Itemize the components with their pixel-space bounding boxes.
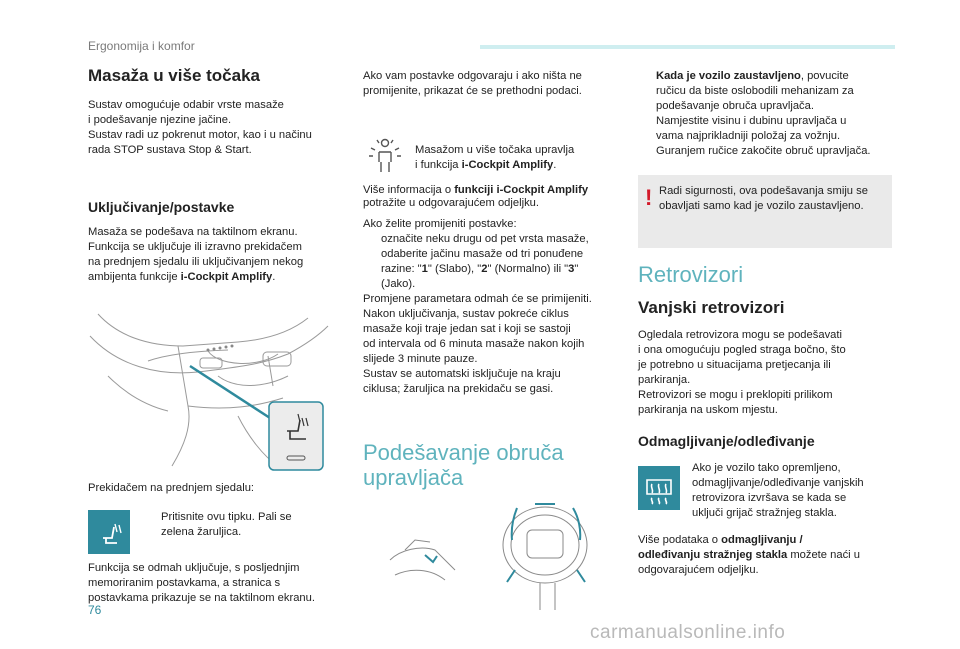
change-settings-text: Ako želite promijeniti postavke: označite neku drugu od pet vrsta masaže, odaberite jačinu masaže od tri ponuđene razine: "1" (Slabo), "2" (Normalno) ili "3" (Jako). Promjene parametara odmah će se primijeniti. Nakon uključivanja, sustav pokreće ciklus masaže koji traje jedan sat i koji se sastoji od intervala od 6 minuta masaže nakon kojih slijede 3 minute pauze. Sustav se automatski isključuje na kraju ciklusa; žaruljica na prekidaču se gasi. xyxy=(363,218,592,395)
defog-more-info: Više podataka o odmagljivanju / odleđivanju stražnjeg stakla možete naći u odgovarajućem odjeljku. xyxy=(638,534,860,576)
seat-switch-illustration xyxy=(88,306,334,474)
watermark: carmanualsonline.info xyxy=(590,622,786,643)
more-info-text: Više informacija o funkciji i-Cockpit Amplify potražite u odgovarajućem odjeljku. xyxy=(363,184,589,209)
section-title-mirrors: Retrovizori xyxy=(638,262,744,287)
switch-bullet: Pritisnite ovu tipku. Pali se zelena žaruljica. xyxy=(161,511,292,538)
safety-warning-text: Radi sigurnosti, ova podešavanja smiju se obavljati samo kad je vozilo zaustavljeno. xyxy=(659,185,868,212)
steering-wheel-illustration xyxy=(385,500,610,612)
defog-text: Ako je vozilo tako opremljeno, odmagljivanje/odleđivanje vanjskih retrovizora izvršava se kada se uključi grijač stražnjeg stakla. xyxy=(692,462,864,519)
rear-defrost-icon xyxy=(638,466,680,510)
switch-outro: Funkcija se odmah uključuje, s posljednjim memoriranim postavkama, a stranica s postavkama prikazuje se na taktilnom ekranu. xyxy=(88,562,315,604)
chapter-title: Ergonomija i komfor xyxy=(88,39,195,53)
callout-text: Masažom u više točaka upravlja i funkcija i-Cockpit Amplify. xyxy=(415,144,575,171)
activation-text: Masaža se podešava na taktilnom ekranu. Funkcija se uključuje ili izravno prekidačem na prednjem sjedalu ili uključivanjem nekog ambijenta funkcije i-Cockpit Amplify. xyxy=(88,226,304,283)
subsection-title-activation: Uključivanje/postavke xyxy=(88,199,235,215)
massage-button-icon xyxy=(88,510,130,554)
steering-steps: Kada je vozilo zaustavljeno, povucite ručicu da biste oslobodili mehanizam za podešavanje obruča upravljača. Namjestite visinu i dubinu upravljača u vama najprikladniji položaj za vožnju. Guranjem ručice zakočite obruč upravljača. xyxy=(656,70,871,157)
massage-intro: Sustav omogućuje odabir vrste masaže i podešavanje njezine jačine. Sustav radi uz pokrenut motor, kao i u načinu rada STOP sustava Stop & Start. xyxy=(88,99,312,156)
section-title-steering: Podešavanje obruča upravljača xyxy=(363,440,564,490)
outer-mirrors-text: Ogledala retrovizora mogu se podešavati i ona omogućuju pogled straga bočno, što je potrebno u situacijama pretjecanja ili parkiranja. Retrovizori se mogu i preklopiti prilikom parkiranja na uskom mjestu. xyxy=(638,329,846,416)
header-bar xyxy=(480,45,895,49)
subsection-title-outer-mirrors: Vanjski retrovizori xyxy=(638,298,785,317)
page-number: 76 xyxy=(88,603,102,617)
subsection-title-defog: Odmagljivanje/odleđivanje xyxy=(638,433,815,449)
switch-caption: Prekidačem na prednjem sjedalu: xyxy=(88,482,255,494)
info-person-icon xyxy=(367,136,403,176)
warning-icon: ! xyxy=(645,185,653,210)
section-title-massage: Masaža u više točaka xyxy=(88,66,260,85)
settings-keep-text: Ako vam postavke odgovaraju i ako ništa ne promijenite, prikazat će se prethodni podaci. xyxy=(363,70,582,97)
